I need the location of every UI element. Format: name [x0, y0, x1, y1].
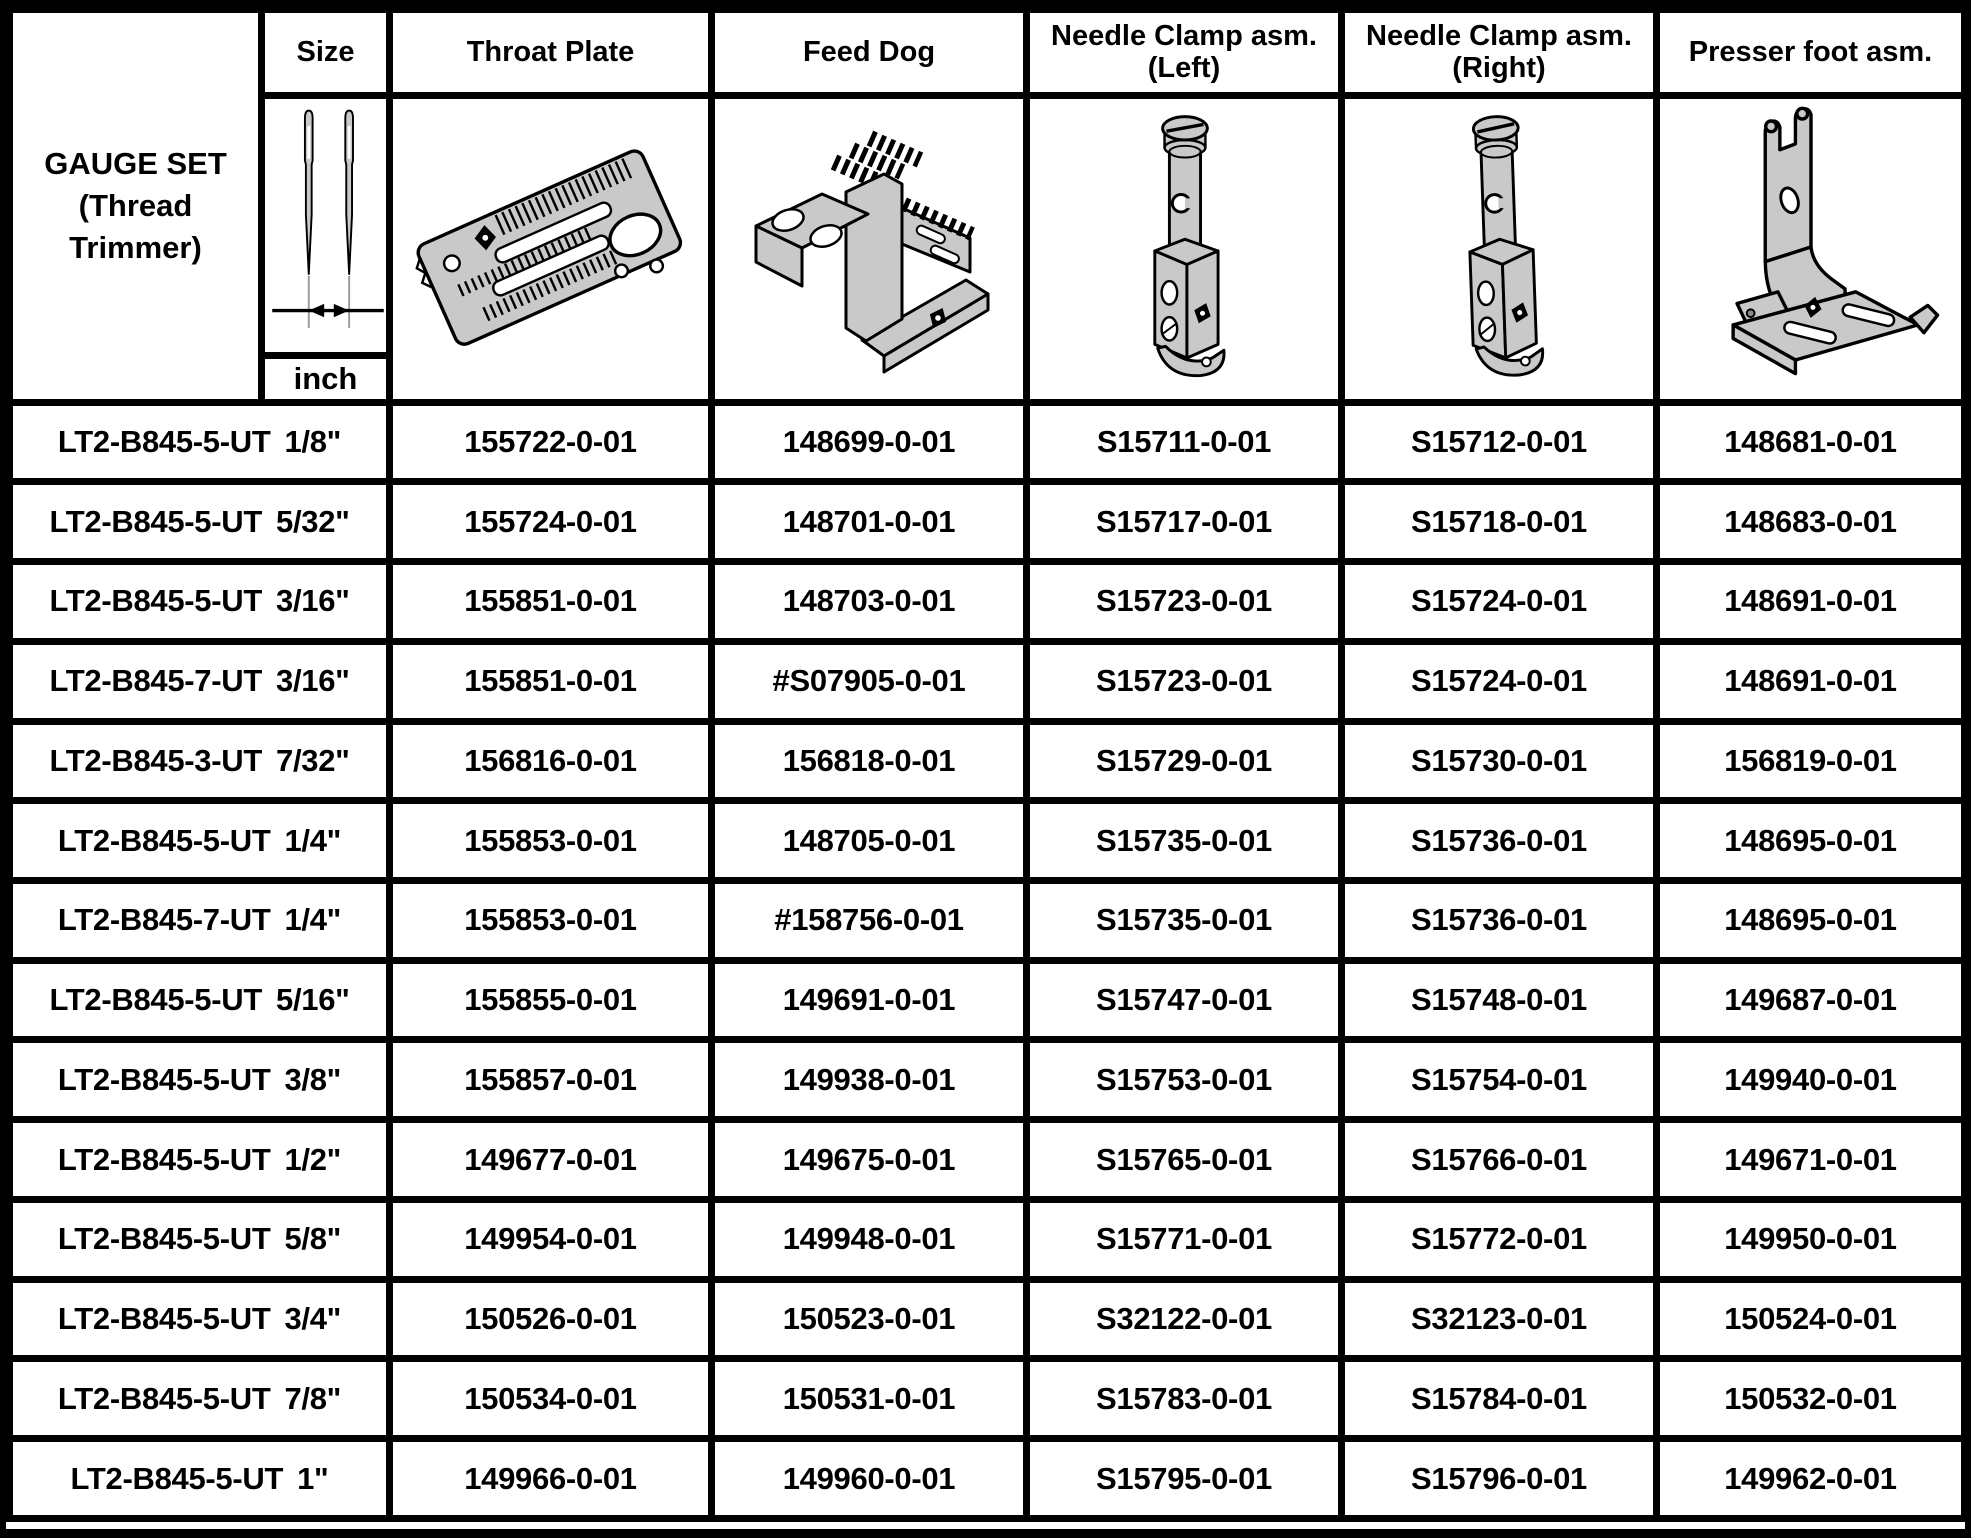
gauge-set-model-cell	[10, 1040, 390, 1120]
model-number: LT2-B845-5-UT	[57, 822, 271, 858]
feed-dog-part-number: 148703-0-01	[712, 562, 1027, 642]
model-number: LT2-B845-5-UT	[49, 503, 262, 539]
feed-dog-icon	[734, 103, 1004, 395]
column-header-presser-foot: Presser foot asm.	[1657, 10, 1965, 96]
needle-clamp-right-part-number: S15724-0-01	[1342, 641, 1657, 721]
table-row	[10, 1120, 1965, 1200]
needle-clamp-right-icon	[1424, 103, 1574, 395]
needle-clamp-left-header-line1: Needle Clamp asm.	[1051, 19, 1317, 52]
gauge-set-model-cell	[10, 1199, 390, 1279]
needle-clamp-right-header-line2: (Right)	[1452, 52, 1546, 85]
feed-dog-part-number: #S07905-0-01	[712, 641, 1027, 721]
needle-clamp-left-part-number: S15783-0-01	[1027, 1359, 1342, 1439]
table-row	[10, 641, 1965, 721]
table-row	[10, 1199, 1965, 1279]
needle-clamp-left-header-line2: (Left)	[1147, 52, 1221, 85]
gauge-set-model-cell	[10, 641, 390, 721]
column-header-size: Size	[262, 10, 390, 96]
presser-foot-part-number: 149687-0-01	[1657, 960, 1965, 1040]
throat-plate-icon	[397, 103, 705, 395]
needle-gauge-size: 5/8"	[284, 1221, 342, 1257]
model-number: LT2-B845-5-UT	[57, 423, 271, 459]
model-number: LT2-B845-5-UT	[70, 1460, 284, 1496]
table-row	[10, 721, 1965, 801]
presser-foot-part-number: 148681-0-01	[1657, 402, 1965, 482]
throat-plate-part-number: 155853-0-01	[390, 801, 712, 881]
model-number: LT2-B845-5-UT	[49, 583, 262, 619]
needle-gauge-size: 5/16"	[276, 982, 350, 1018]
needle-clamp-left-part-number: S15735-0-01	[1027, 881, 1342, 961]
needle-clamp-left-part-number: S15729-0-01	[1027, 721, 1342, 801]
throat-plate-part-number: 155724-0-01	[390, 482, 712, 562]
presser-foot-icon	[1661, 103, 1961, 395]
needle-gauge-size: 5/32"	[276, 503, 350, 539]
model-number: LT2-B845-5-UT	[57, 1221, 271, 1257]
needle-clamp-right-part-number: S15754-0-01	[1342, 1040, 1657, 1120]
needle-gauge-size: 1"	[297, 1460, 329, 1496]
presser-foot-part-number: 148691-0-01	[1657, 641, 1965, 721]
table-row	[10, 1359, 1965, 1439]
needle-clamp-right-part-number: S15724-0-01	[1342, 562, 1657, 642]
gauge-set-model-cell	[10, 721, 390, 801]
needle-clamp-right-part-number: S15736-0-01	[1342, 801, 1657, 881]
presser-foot-part-number: 148683-0-01	[1657, 482, 1965, 562]
model-number: LT2-B845-3-UT	[49, 742, 262, 778]
needle-gauge-size: 1/2"	[284, 1141, 342, 1177]
throat-plate-part-number: 149966-0-01	[390, 1439, 712, 1519]
table-row	[10, 562, 1965, 642]
needle-clamp-left-illustration-cell	[1027, 95, 1342, 402]
presser-foot-part-number: 148691-0-01	[1657, 562, 1965, 642]
gauge-set-model-cell	[10, 960, 390, 1040]
feed-dog-part-number: 148699-0-01	[712, 402, 1027, 482]
throat-plate-part-number: 155851-0-01	[390, 562, 712, 642]
gauge-set-model-cell	[10, 1120, 390, 1200]
needle-clamp-left-part-number: S15771-0-01	[1027, 1199, 1342, 1279]
throat-plate-part-number: 155855-0-01	[390, 960, 712, 1040]
throat-plate-part-number: 149954-0-01	[390, 1199, 712, 1279]
table-row	[10, 482, 1965, 562]
gauge-set-model-cell	[10, 1359, 390, 1439]
throat-plate-part-number: 155857-0-01	[390, 1040, 712, 1120]
column-header-feed-dog: Feed Dog	[712, 10, 1027, 96]
throat-plate-part-number: 155851-0-01	[390, 641, 712, 721]
feed-dog-illustration-cell	[712, 95, 1027, 402]
column-header-throat-plate: Throat Plate	[390, 10, 712, 96]
model-number: LT2-B845-5-UT	[57, 1380, 271, 1416]
model-number: LT2-B845-5-UT	[57, 1061, 271, 1097]
gauge-set-model-cell	[10, 1279, 390, 1359]
presser-foot-illustration-cell	[1657, 95, 1965, 402]
presser-foot-part-number: 150524-0-01	[1657, 1279, 1965, 1359]
feed-dog-part-number: 156818-0-01	[712, 721, 1027, 801]
needle-clamp-right-illustration-cell	[1342, 95, 1657, 402]
gauge-set-model-cell	[10, 562, 390, 642]
throat-plate-part-number: 149677-0-01	[390, 1120, 712, 1200]
presser-foot-part-number: 149950-0-01	[1657, 1199, 1965, 1279]
presser-foot-part-number: 149671-0-01	[1657, 1120, 1965, 1200]
throat-plate-illustration-cell	[390, 95, 712, 402]
presser-foot-part-number: 149940-0-01	[1657, 1040, 1965, 1120]
table-row	[10, 960, 1965, 1040]
needle-clamp-left-part-number: S15753-0-01	[1027, 1040, 1342, 1120]
feed-dog-part-number: 149691-0-01	[712, 960, 1027, 1040]
needle-clamp-right-part-number: S15718-0-01	[1342, 482, 1657, 562]
needle-clamp-right-part-number: S15730-0-01	[1342, 721, 1657, 801]
throat-plate-part-number: 155722-0-01	[390, 402, 712, 482]
needle-clamp-left-part-number: S15735-0-01	[1027, 801, 1342, 881]
needle-clamp-right-part-number: S15784-0-01	[1342, 1359, 1657, 1439]
table-row	[10, 1279, 1965, 1359]
feed-dog-part-number: 149938-0-01	[712, 1040, 1027, 1120]
twin-needles-gauge-icon	[265, 101, 390, 349]
needle-clamp-right-part-number: S15766-0-01	[1342, 1120, 1657, 1200]
needle-gauge-size: 1/8"	[284, 423, 342, 459]
gauge-set-parts-table	[6, 6, 1968, 1522]
feed-dog-part-number: 150531-0-01	[712, 1359, 1027, 1439]
feed-dog-part-number: #158756-0-01	[712, 881, 1027, 961]
column-header-needle-clamp-right	[1342, 10, 1657, 96]
throat-plate-part-number: 150526-0-01	[390, 1279, 712, 1359]
presser-foot-part-number: 150532-0-01	[1657, 1359, 1965, 1439]
needle-gauge-size: 7/32"	[276, 742, 350, 778]
needle-gauge-size: 3/16"	[276, 583, 350, 619]
gauge-set-model-cell	[10, 881, 390, 961]
needle-clamp-left-part-number: S32122-0-01	[1027, 1279, 1342, 1359]
needle-clamp-left-part-number: S15723-0-01	[1027, 641, 1342, 721]
presser-foot-part-number: 156819-0-01	[1657, 721, 1965, 801]
gauge-set-model-cell	[10, 402, 390, 482]
presser-foot-part-number: 149962-0-01	[1657, 1439, 1965, 1519]
throat-plate-part-number: 156816-0-01	[390, 721, 712, 801]
presser-foot-part-number: 148695-0-01	[1657, 801, 1965, 881]
needle-clamp-left-part-number: S15765-0-01	[1027, 1120, 1342, 1200]
illustration-row	[10, 95, 1965, 355]
gauge-set-title-cell	[10, 10, 262, 403]
table-row	[10, 1040, 1965, 1120]
needle-clamp-right-part-number: S15796-0-01	[1342, 1439, 1657, 1519]
model-number: LT2-B845-5-UT	[49, 982, 262, 1018]
needle-clamp-right-part-number: S15736-0-01	[1342, 881, 1657, 961]
gauge-set-model-cell	[10, 801, 390, 881]
column-header-needle-clamp-left	[1027, 10, 1342, 96]
gauge-set-title-line2: (Thread Trimmer)	[69, 187, 202, 265]
feed-dog-part-number: 149675-0-01	[712, 1120, 1027, 1200]
model-number: LT2-B845-5-UT	[57, 1301, 271, 1337]
gauge-set-title-line1: GAUGE SET	[44, 146, 227, 182]
needle-clamp-left-part-number: S15747-0-01	[1027, 960, 1342, 1040]
model-number: LT2-B845-7-UT	[57, 902, 271, 938]
needle-clamp-left-part-number: S15723-0-01	[1027, 562, 1342, 642]
table-row	[10, 801, 1965, 881]
needle-clamp-left-part-number: S15717-0-01	[1027, 482, 1342, 562]
gauge-set-model-cell	[10, 482, 390, 562]
needle-clamp-right-part-number: S15772-0-01	[1342, 1199, 1657, 1279]
feed-dog-part-number: 149948-0-01	[712, 1199, 1027, 1279]
table-row	[10, 402, 1965, 482]
gauge-set-model-cell	[10, 1439, 390, 1519]
needle-gauge-size: 3/8"	[284, 1061, 342, 1097]
needle-clamp-right-part-number: S15712-0-01	[1342, 402, 1657, 482]
throat-plate-part-number: 155853-0-01	[390, 881, 712, 961]
needle-clamp-left-part-number: S15795-0-01	[1027, 1439, 1342, 1519]
model-number: LT2-B845-5-UT	[57, 1141, 271, 1177]
table-row	[10, 881, 1965, 961]
feed-dog-part-number: 150523-0-01	[712, 1279, 1027, 1359]
size-illustration-cell	[262, 95, 390, 355]
needle-gauge-size: 7/8"	[284, 1380, 342, 1416]
needle-gauge-size: 1/4"	[284, 822, 342, 858]
needle-gauge-size: 3/4"	[284, 1301, 342, 1337]
table-row	[10, 1439, 1965, 1519]
needle-clamp-left-icon	[1109, 103, 1259, 395]
feed-dog-part-number: 148705-0-01	[712, 801, 1027, 881]
needle-clamp-left-part-number: S15711-0-01	[1027, 402, 1342, 482]
size-unit-label: inch	[262, 356, 390, 402]
needle-clamp-right-part-number: S15748-0-01	[1342, 960, 1657, 1040]
model-number: LT2-B845-7-UT	[49, 663, 262, 699]
feed-dog-part-number: 148701-0-01	[712, 482, 1027, 562]
needle-gauge-size: 1/4"	[284, 902, 342, 938]
needle-clamp-right-header-line1: Needle Clamp asm.	[1366, 19, 1632, 52]
feed-dog-part-number: 149960-0-01	[712, 1439, 1027, 1519]
header-row	[10, 10, 1965, 96]
presser-foot-part-number: 148695-0-01	[1657, 881, 1965, 961]
throat-plate-part-number: 150534-0-01	[390, 1359, 712, 1439]
needle-gauge-size: 3/16"	[276, 663, 350, 699]
needle-clamp-right-part-number: S32123-0-01	[1342, 1279, 1657, 1359]
